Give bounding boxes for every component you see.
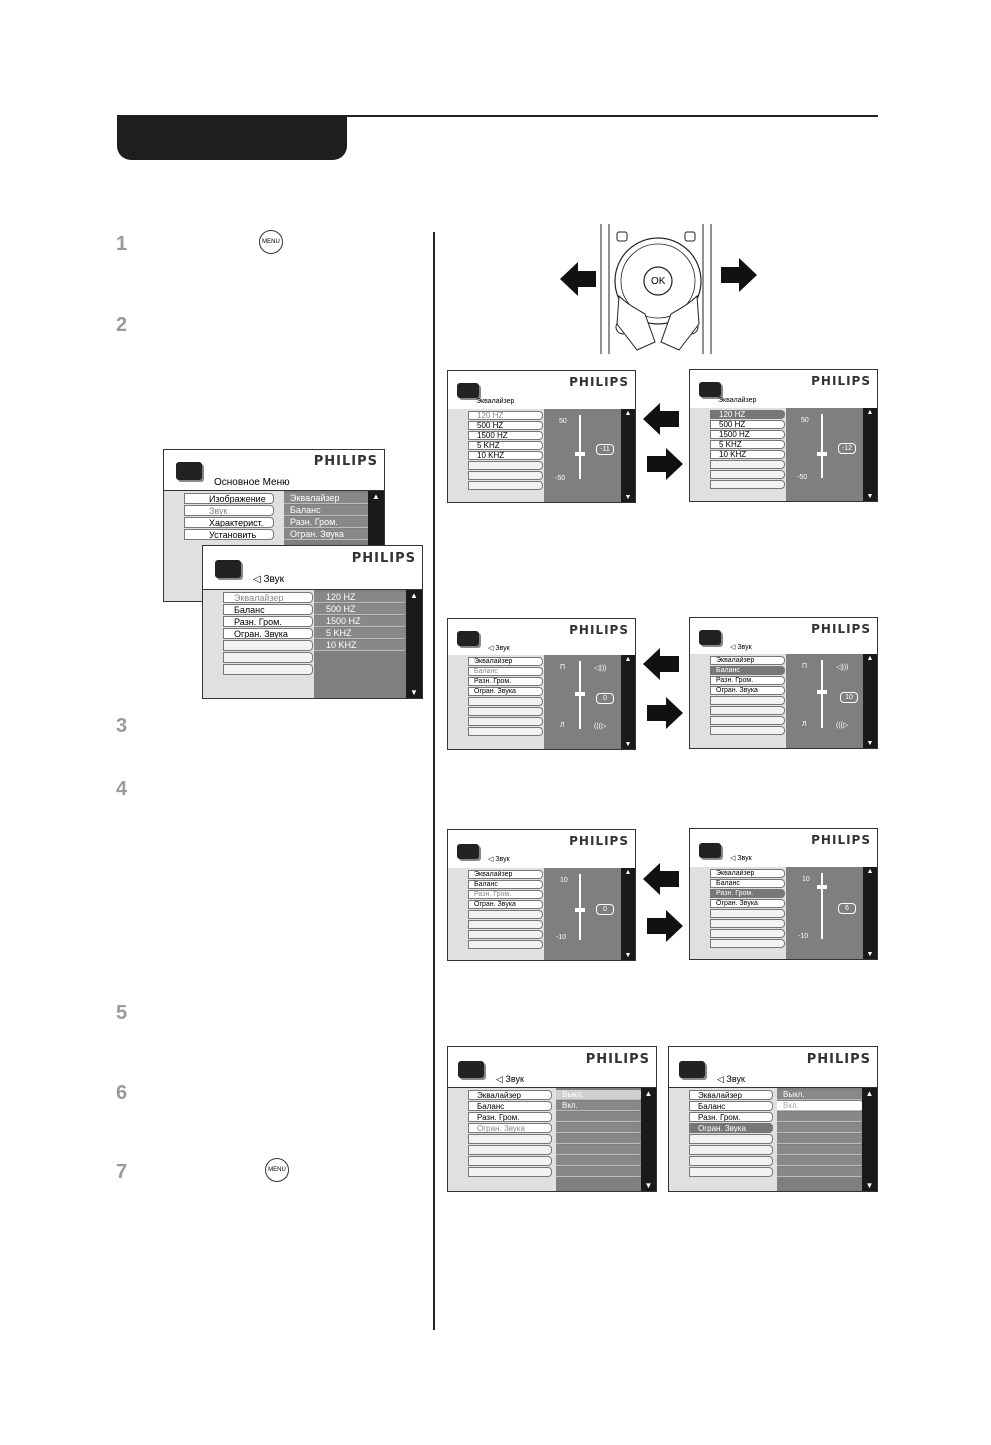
empty-item [468, 1145, 552, 1155]
band-item[interactable]: 1500 HZ [710, 430, 785, 439]
step-number: 2 [116, 314, 128, 336]
loudness-screen-left [447, 829, 636, 961]
scrollbar[interactable] [406, 590, 422, 698]
speaker-icon: ◁ [730, 644, 738, 651]
tv-icon [457, 844, 479, 859]
empty-option [777, 1145, 863, 1155]
scroll-down-icon[interactable]: ▼ [624, 741, 632, 748]
menu-item-balance[interactable]: Баланс [223, 604, 313, 615]
brand-logo: PHILIPS [806, 1052, 871, 1067]
screen-header [203, 546, 422, 590]
band-item[interactable]: 10 KHZ [468, 451, 543, 460]
menu-item-loudness[interactable]: Разн. Гром. [223, 616, 313, 627]
menu-item-avl[interactable]: Огран. Звука [710, 686, 785, 695]
empty-option [556, 1156, 642, 1166]
band-item[interactable]: 5 KHZ [710, 440, 785, 449]
menu-item-equalizer[interactable]: Эквалайзер [223, 592, 313, 603]
sound-menu-list [468, 1090, 552, 1178]
empty-item [468, 910, 543, 919]
gauge-bottom-label: -50 [797, 474, 808, 481]
screen-header [690, 829, 877, 868]
scroll-up-icon[interactable]: ▲ [410, 591, 418, 600]
menu-item-features[interactable]: Характерист. [184, 517, 274, 528]
empty-option [556, 1167, 642, 1177]
empty-item [468, 920, 543, 929]
menu-item-balance[interactable]: Баланс [689, 1101, 773, 1111]
screen-title: ◁ Звук [496, 1074, 524, 1084]
gauge-panel [544, 868, 622, 960]
speaker-right-icon: ◁))) [836, 664, 849, 671]
screen-body [690, 654, 877, 748]
avl-screen-right [668, 1046, 878, 1192]
empty-option [777, 1167, 863, 1177]
section-tab [117, 116, 347, 160]
menu-item-balance[interactable]: Баланс [710, 879, 785, 888]
arrow-left-icon [643, 863, 679, 900]
gauge-value: -11 [596, 444, 614, 455]
gauge-panel [786, 408, 864, 501]
gauge-panel [786, 654, 864, 748]
speaker-left-icon: (((▷ [836, 722, 849, 729]
scroll-up-icon[interactable]: ▲ [624, 410, 632, 417]
scroll-down-icon[interactable]: ▼ [624, 952, 632, 959]
gauge-track [821, 660, 823, 728]
step-number: 7 [116, 1161, 128, 1183]
menu-button-icon: MENU [265, 1158, 289, 1182]
gauge-slider[interactable] [575, 452, 585, 456]
gauge-panel [786, 867, 864, 959]
empty-item [710, 726, 785, 735]
step-number: 6 [116, 1082, 128, 1104]
empty-option [556, 1134, 642, 1144]
screen-title: ◁ Звук [253, 574, 284, 585]
submenu-item: Разн. Гром. [284, 517, 370, 528]
brand-logo: PHILIPS [351, 551, 416, 566]
speaker-icon: ◁ [730, 855, 738, 862]
arrow-right-icon [721, 258, 757, 297]
empty-item [468, 481, 543, 490]
empty-item [468, 461, 543, 470]
balance-screen-left [447, 618, 636, 750]
scrollbar[interactable] [641, 1088, 656, 1191]
menu-button-icon: MENU [259, 230, 283, 254]
submenu-item: 1500 HZ [314, 616, 406, 627]
tv-icon [176, 462, 202, 480]
submenu-item: Огран. Звука [284, 529, 370, 540]
empty-item [468, 930, 543, 939]
sound-menu-list [710, 656, 785, 736]
screen-title: ◁ Звук [730, 644, 752, 651]
menu-item-equalizer[interactable]: Эквалайзер [710, 656, 785, 665]
gauge-slider[interactable] [817, 690, 827, 694]
column-divider [433, 232, 435, 1330]
menu-item-avl[interactable]: Огран. Звука [468, 1123, 552, 1133]
menu-item-avl[interactable]: Огран. Звука [689, 1123, 773, 1133]
submenu-item: 120 HZ [314, 592, 406, 603]
submenu-item: 5 KHZ [314, 628, 406, 639]
gauge-value: 0 [596, 693, 614, 704]
screen-body [690, 408, 877, 501]
band-item[interactable]: 5 KHZ [468, 441, 543, 450]
scroll-up-icon[interactable]: ▲ [866, 409, 874, 416]
menu-item-loudness[interactable]: Разн. Гром. [710, 889, 785, 898]
sound-menu-list [223, 592, 313, 676]
gauge-value: 10 [840, 692, 858, 703]
gauge-slider[interactable] [575, 908, 585, 912]
screen-header [690, 370, 877, 409]
gauge-bottom-label: -50 [555, 475, 566, 482]
menu-item-avl[interactable]: Огран. Звука [223, 628, 313, 639]
speaker-icon: ◁ [488, 856, 496, 863]
menu-item-loudness[interactable]: Разн. Гром. [710, 676, 785, 685]
scrollbar[interactable] [862, 1088, 877, 1191]
option-off[interactable]: Выкл. [777, 1090, 863, 1100]
scrollbar[interactable] [863, 408, 877, 501]
gauge-panel [544, 655, 622, 749]
empty-item [689, 1156, 773, 1166]
arrow-right-icon [647, 697, 683, 734]
empty-item [710, 460, 785, 469]
scroll-up-icon[interactable]: ▲ [644, 1089, 653, 1098]
empty-item [689, 1145, 773, 1155]
brand-logo: PHILIPS [585, 1052, 650, 1067]
screen-body [448, 655, 635, 749]
brand-logo: PHILIPS [569, 375, 629, 389]
menu-item-balance[interactable]: Баланс [468, 880, 543, 889]
scroll-up-icon[interactable]: ▲ [624, 656, 632, 663]
menu-item-loudness[interactable]: Разн. Гром. [468, 890, 543, 899]
menu-item-balance[interactable]: Баланс [468, 667, 543, 676]
empty-item [468, 471, 543, 480]
scroll-up-icon[interactable]: ▲ [624, 869, 632, 876]
empty-item [223, 664, 313, 675]
gauge-slider[interactable] [575, 692, 585, 696]
arrow-right-icon [647, 448, 683, 485]
tv-icon [457, 383, 479, 398]
option-on[interactable]: Вкл. [777, 1101, 863, 1111]
submenu-item: Эквалайзер [284, 493, 370, 504]
band-item[interactable]: 10 KHZ [710, 450, 785, 459]
menu-item-equalizer[interactable]: Эквалайзер [710, 869, 785, 878]
loudness-screen-right [689, 828, 878, 960]
empty-item [223, 652, 313, 663]
tv-icon [215, 560, 241, 578]
option-panel [777, 1088, 863, 1191]
tv-icon [699, 382, 721, 397]
band-item[interactable]: 1500 HZ [468, 431, 543, 440]
gauge-value: 6 [838, 903, 856, 914]
speaker-icon: ◁ [253, 574, 264, 585]
menu-item-sound[interactable]: Звук [184, 505, 274, 516]
screen-header [164, 450, 384, 491]
menu-item-equalizer[interactable]: Эквалайзер [468, 1090, 552, 1100]
screen-header [448, 371, 635, 410]
gauge-value: 0 [596, 904, 614, 915]
gauge-top-label: 10 [560, 877, 568, 884]
gauge-top-label: 50 [801, 417, 809, 424]
empty-item [468, 940, 543, 949]
gauge-track [821, 414, 823, 478]
empty-item [710, 716, 785, 725]
empty-item [710, 470, 785, 479]
screen-body [669, 1088, 877, 1191]
screen-body [448, 868, 635, 960]
gauge-top-label: П [802, 663, 808, 670]
band-item[interactable]: 120 HZ [710, 410, 785, 419]
empty-option [556, 1145, 642, 1155]
empty-item [710, 480, 785, 489]
tv-icon [699, 843, 721, 858]
scroll-down-icon[interactable]: ▼ [866, 740, 874, 747]
screen-title: Основное Меню [214, 477, 290, 488]
scroll-down-icon[interactable]: ▼ [865, 1181, 874, 1190]
speaker-icon: ◁ [717, 1074, 727, 1084]
menu-item-loudness[interactable]: Разн. Гром. [468, 1112, 552, 1122]
option-on[interactable]: Вкл. [556, 1101, 642, 1111]
band-list [710, 410, 785, 490]
empty-item [710, 696, 785, 705]
menu-item-equalizer[interactable]: Эквалайзер [468, 870, 543, 879]
screen-body [448, 409, 635, 502]
empty-item [710, 929, 785, 938]
brand-logo: PHILIPS [811, 622, 871, 636]
empty-item [689, 1134, 773, 1144]
screen-title: ◁ Звук [488, 645, 510, 652]
submenu-item: Баланс [284, 505, 370, 516]
empty-item [468, 717, 543, 726]
screen-header [669, 1047, 877, 1088]
empty-item [468, 707, 543, 716]
step-number: 5 [116, 1002, 128, 1024]
arrow-left-icon [643, 648, 679, 685]
empty-option [556, 1112, 642, 1122]
empty-item [223, 640, 313, 651]
scroll-down-icon[interactable]: ▼ [410, 688, 418, 697]
scroll-up-icon[interactable]: ▲ [372, 492, 380, 501]
brand-logo: PHILIPS [569, 623, 629, 637]
screen-title: ◁ Звук [717, 1074, 745, 1084]
screen-title: Эквалайзер [476, 398, 515, 405]
empty-item [710, 909, 785, 918]
equalizer-screen-left [447, 370, 636, 503]
gauge-slider[interactable] [817, 452, 827, 456]
brand-logo: PHILIPS [569, 834, 629, 848]
tv-icon [457, 631, 479, 646]
menu-item-avl[interactable]: Огран. Звука [710, 899, 785, 908]
menu-item-balance[interactable]: Баланс [710, 666, 785, 675]
gauge-top-label: 50 [559, 418, 567, 425]
empty-item [468, 1156, 552, 1166]
step-number: 3 [116, 715, 128, 737]
gauge-bottom-label: Л [802, 721, 807, 728]
sound-menu-screen [202, 545, 423, 699]
tv-icon [699, 630, 721, 645]
menu-item-avl[interactable]: Огран. Звука [468, 687, 543, 696]
option-panel [556, 1088, 642, 1191]
empty-item [710, 939, 785, 948]
submenu-panel [314, 590, 406, 698]
speaker-right-icon: ◁))) [594, 665, 607, 672]
empty-item [468, 1134, 552, 1144]
scrollbar[interactable] [621, 409, 635, 502]
screen-title: Эквалайзер [718, 397, 757, 404]
scrollbar[interactable] [863, 654, 877, 748]
submenu-item: 500 HZ [314, 604, 406, 615]
gauge-top-label: П [560, 664, 566, 671]
menu-item-equalizer[interactable]: Эквалайзер [468, 657, 543, 666]
remote-control-illustration [597, 224, 715, 354]
gauge-bottom-label: -10 [556, 934, 567, 941]
empty-item [468, 1167, 552, 1177]
sound-menu-list [689, 1090, 773, 1178]
menu-item-avl[interactable]: Огран. Звука [468, 900, 543, 909]
scroll-up-icon[interactable]: ▲ [866, 655, 874, 662]
scroll-up-icon[interactable]: ▲ [865, 1089, 874, 1098]
menu-item-picture[interactable]: Изображение [184, 493, 274, 504]
arrow-left-icon [643, 403, 679, 440]
screen-body [448, 1088, 656, 1191]
empty-option [777, 1156, 863, 1166]
scroll-up-icon[interactable]: ▲ [866, 868, 874, 875]
screen-header [448, 619, 635, 656]
option-off[interactable]: Выкл. [556, 1090, 642, 1100]
band-item[interactable]: 120 HZ [468, 411, 543, 420]
empty-item [710, 919, 785, 928]
gauge-slider[interactable] [817, 885, 827, 889]
brand-logo: PHILIPS [811, 374, 871, 388]
screen-body [203, 590, 422, 698]
empty-option [777, 1112, 863, 1122]
gauge-track [579, 415, 581, 479]
screen-header [690, 618, 877, 655]
ok-button: OK [651, 276, 666, 287]
menu-item-loudness[interactable]: Разн. Гром. [689, 1112, 773, 1122]
gauge-panel [544, 409, 622, 502]
gauge-value: -12 [838, 443, 856, 454]
band-item[interactable]: 500 HZ [468, 421, 543, 430]
scroll-down-icon[interactable]: ▼ [866, 951, 874, 958]
tv-icon [458, 1061, 484, 1078]
speaker-left-icon: (((▷ [594, 723, 607, 730]
empty-option [777, 1123, 863, 1133]
gauge-bottom-label: -10 [798, 933, 809, 940]
step-number: 4 [116, 778, 128, 800]
empty-item [468, 727, 543, 736]
gauge-track [579, 874, 581, 940]
menu-item-install[interactable]: Установить [184, 529, 274, 540]
band-list [468, 411, 543, 491]
speaker-icon: ◁ [496, 1074, 506, 1084]
menu-item-loudness[interactable]: Разн. Гром. [468, 677, 543, 686]
scrollbar[interactable] [621, 655, 635, 749]
avl-screen-left [447, 1046, 657, 1192]
gauge-track [821, 873, 823, 939]
empty-option [556, 1123, 642, 1133]
submenu-item: 10 KHZ [314, 640, 406, 651]
sound-menu-list [468, 870, 543, 950]
menu-item-equalizer[interactable]: Эквалайзер [689, 1090, 773, 1100]
gauge-bottom-label: Л [560, 722, 565, 729]
equalizer-screen-right [689, 369, 878, 502]
empty-option [777, 1134, 863, 1144]
scroll-down-icon[interactable]: ▼ [866, 493, 874, 500]
menu-item-balance[interactable]: Баланс [468, 1101, 552, 1111]
balance-screen-right [689, 617, 878, 749]
step-number: 1 [116, 233, 128, 255]
tv-icon [679, 1061, 705, 1078]
main-menu-list [184, 493, 274, 541]
sound-menu-list [710, 869, 785, 949]
arrow-right-icon [647, 910, 683, 947]
screen-header [448, 1047, 656, 1088]
scroll-down-icon[interactable]: ▼ [624, 494, 632, 501]
empty-item [468, 697, 543, 706]
scrollbar[interactable] [621, 868, 635, 960]
sound-menu-list [468, 657, 543, 737]
speaker-icon: ◁ [488, 645, 496, 652]
arrow-left-icon [560, 262, 596, 301]
empty-item [710, 706, 785, 715]
band-item[interactable]: 500 HZ [710, 420, 785, 429]
scrollbar[interactable] [863, 867, 877, 959]
scroll-down-icon[interactable]: ▼ [644, 1181, 653, 1190]
brand-logo: PHILIPS [811, 833, 871, 847]
screen-title: ◁ Звук [730, 855, 752, 862]
brand-logo: PHILIPS [313, 454, 378, 469]
empty-item [689, 1167, 773, 1177]
screen-body [690, 867, 877, 959]
screen-title: ◁ Звук [488, 856, 510, 863]
screen-header [448, 830, 635, 869]
gauge-top-label: 10 [802, 876, 810, 883]
